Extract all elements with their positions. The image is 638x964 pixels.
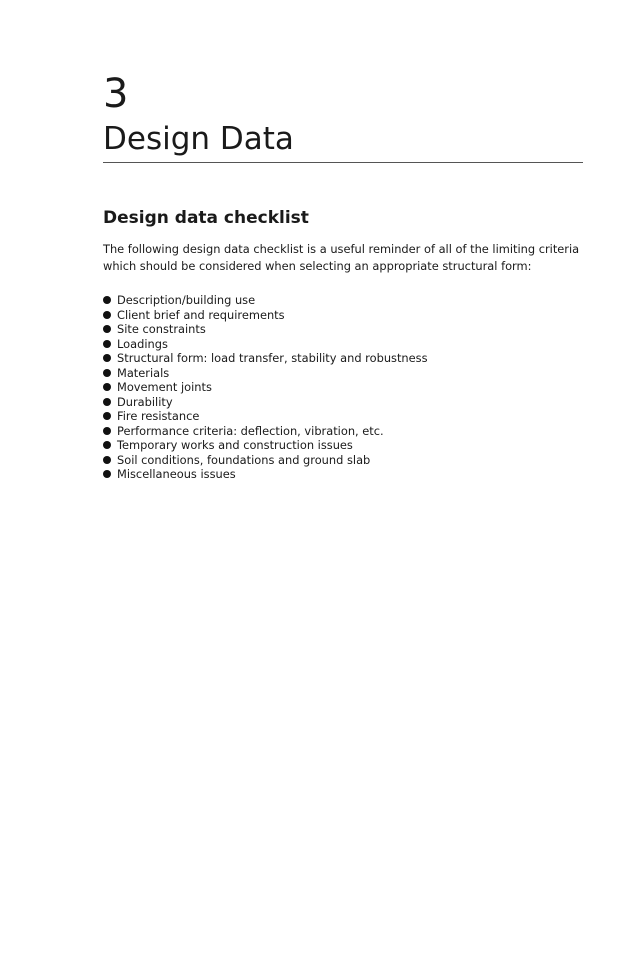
list-item-label: Structural form: load transfer, stability and robustness [117,351,428,365]
list-item-label: Soil conditions, foundations and ground slab [117,452,371,467]
list-item-label: Client brief and requirements [117,307,285,322]
list-item-label: Materials [117,365,170,380]
bullet-icon [103,441,111,449]
bullet-icon [103,412,111,420]
list-item [103,366,428,381]
list-item [103,453,428,468]
list-item [103,308,428,323]
list-item-label: Site constraints [117,322,206,336]
list-item [103,438,428,453]
list-item-label: Durability [117,394,173,409]
list-item [103,380,428,395]
list-item-label: Temporary works and construction issues [117,438,353,452]
bullet-icon [103,369,111,377]
list-item-label: Miscellaneous issues [117,467,236,481]
bullet-icon [103,383,111,391]
bullet-icon [103,456,111,464]
intro-paragraph: The following design data checklist is a useful reminder of all of the limiting criteria which should be considered when selecting an appropriate structural form: [103,242,580,273]
bullet-icon [103,398,111,406]
list-item [103,424,428,439]
list-item [103,337,428,352]
list-item [103,322,428,337]
list-item-label: Loadings [117,336,168,351]
list-item-label: Fire resistance [117,409,200,423]
section-heading: Design data checklist [103,208,309,228]
list-item [103,293,428,308]
bullet-icon [103,427,111,435]
bullet-icon [103,340,111,348]
design-data-checklist [103,293,428,482]
list-item [103,351,428,366]
list-item-label: Performance criteria: deflection, vibration, etc. [117,423,384,438]
bullet-icon [103,470,111,478]
list-item-label: Movement joints [117,380,212,394]
chapter-number: 3 [103,71,129,117]
list-item [103,467,428,482]
chapter-title: Design Data [103,121,294,157]
bullet-icon [103,325,111,333]
title-divider [103,162,583,163]
list-item [103,395,428,410]
list-item [103,409,428,424]
list-item-label: Description/building use [117,293,256,307]
bullet-icon [103,354,111,362]
bullet-icon [103,296,111,304]
bullet-icon [103,311,111,319]
